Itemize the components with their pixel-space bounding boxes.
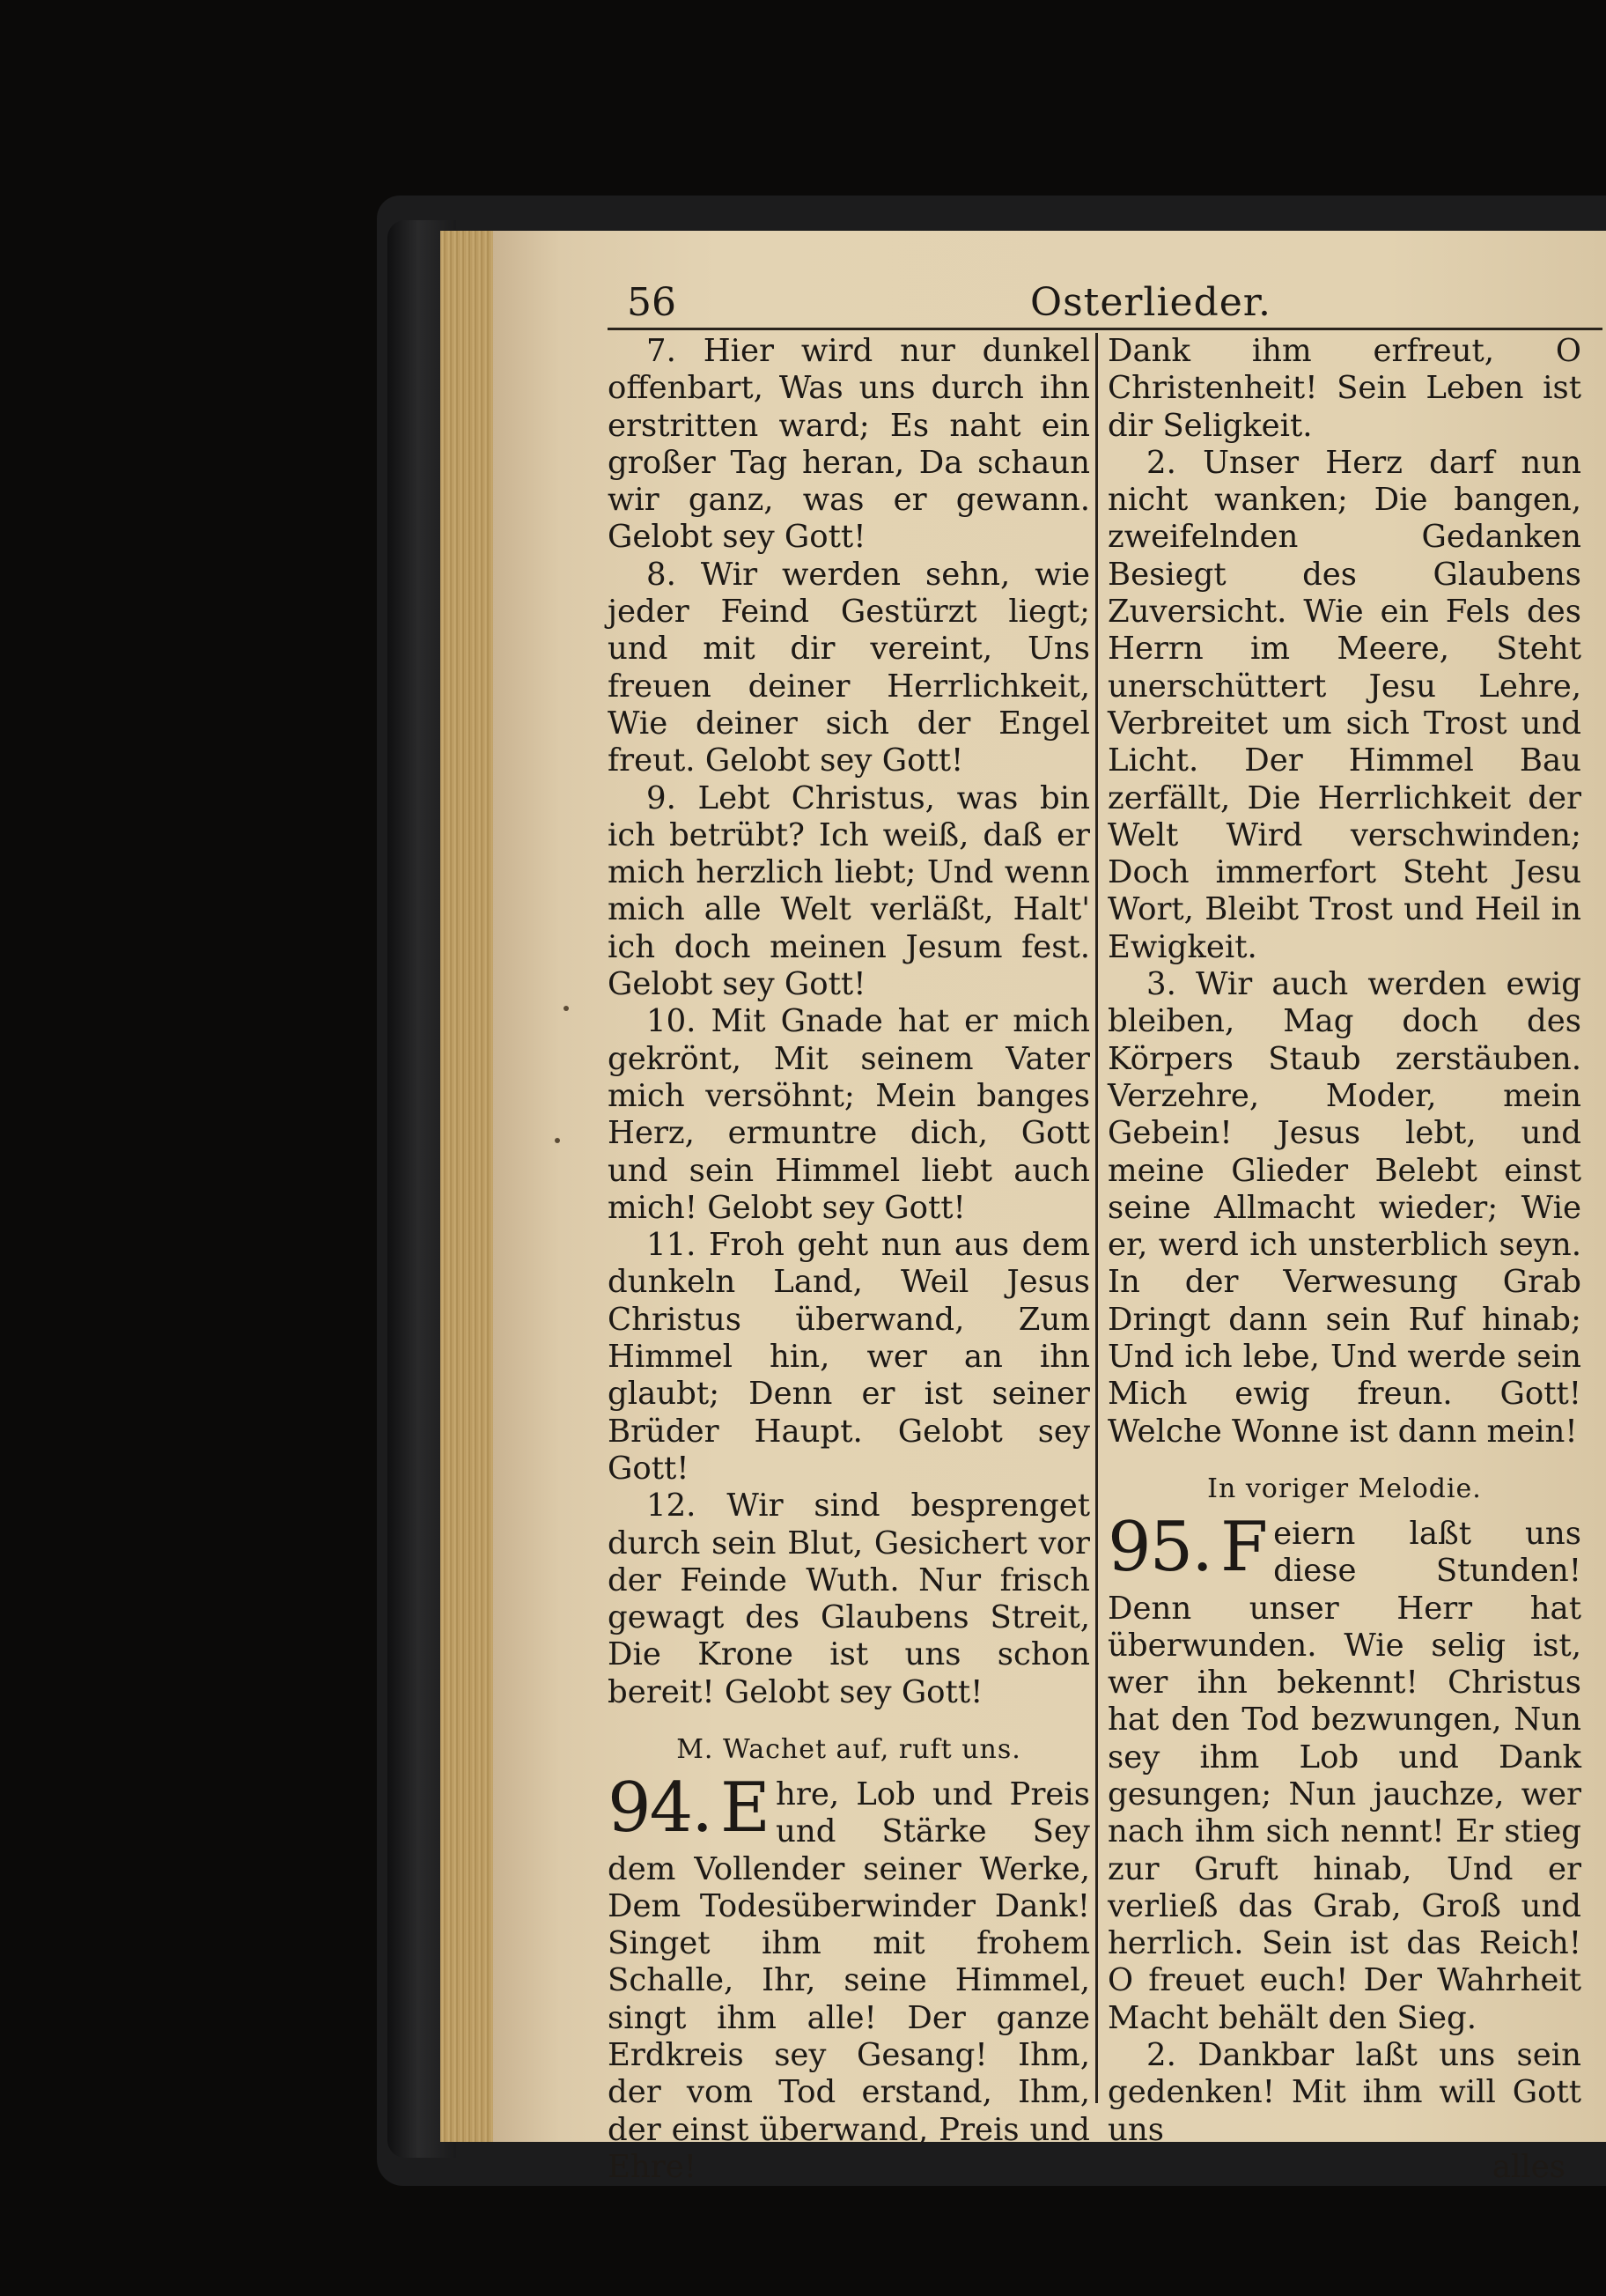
paper-speck [555, 1138, 560, 1143]
hymn-94-initial: E [720, 1768, 770, 1848]
running-title: Osterlieder. [1030, 280, 1271, 325]
verse-10: 10. Mit Gnade hat er mich gekrönt, Mit seinem Vater mich versöhnt; Mein banges Herz, ermuntre dich, Gott und sein Himmel liebt auch mich! Gelobt sey Gott! [608, 1003, 1090, 1226]
hymn-95-verse-2: 2. Dankbar laßt uns sein gedenken! Mit ihm will Gott uns [1108, 2037, 1581, 2148]
right-column [1108, 333, 1581, 2186]
hymn-95-tune: In voriger Melodie. [1207, 1473, 1482, 1504]
page-header [608, 278, 1602, 330]
column-divider [1095, 333, 1098, 2103]
verse-9: 9. Lebt Christus, was bin ich betrübt? Ich weiß, daß er mich herzlich liebt; Und wenn mich alle Welt verläßt, Halt' ich doch meinen Jesum fest. Gelobt sey Gott! [608, 779, 1090, 1003]
verse-7: 7. Hier wird nur dunkel offenbart, Was uns durch ihn erstritten ward; Es naht ein großer Tag heran, Da schaun wir ganz, was er gewann. Gelobt sey Gott! [608, 333, 1090, 556]
catchword: alles [1492, 2148, 1565, 2185]
verse-12: 12. Wir sind besprenget durch sein Blut, Gesichert vor der Feinde Wuth. Nur frisch gewagt des Glaubens Streit, Die Krone ist uns schon bereit! Gelobt sey Gott! [608, 1488, 1090, 1710]
hymn-94-verse-2: 2. Unser Herz darf nun nicht wanken; Die bangen, zweifelnden Gedanken Besiegt des Glaubens Zuversicht. Wie ein Fels des Herrn im Meere, Steht unerschüttert Jesu Lehre, Verbreitet um sich Trost und Licht. Der Himmel Bau zerfällt, Die Herrlichkeit der Welt Wird verschwinden; Doch immerfort Steht Jesu Wort, Bleibt Trost und Heil in Ewigkeit. [1108, 444, 1581, 965]
hymn-95-initial: F [1220, 1507, 1269, 1587]
hymn-94-verse-3: 3. Wir auch werden ewig bleiben, Mag doch des Körpers Staub zerstäuben. Verzehre, Moder, mein Gebein! Jesus lebt, und meine Glieder Belebt einst seine Allmacht wieder; Wie er, werd ich unsterblich seyn. In der Verwesung Grab Dringt dann sein Ruf hinab; Und ich lebe, Und werde sein Mich ewig freun. Gott! Welche Wonne ist dann mein! [1108, 966, 1581, 1450]
hymn-95-number: 95. [1108, 1507, 1212, 1587]
verse-8: 8. Wir werden sehn, wie jeder Feind Gestürzt liegt; und mit dir vereint, Uns freuen deiner Herrlichkeit, Wie deiner sich der Engel freut. Gelobt sey Gott! [608, 556, 1090, 779]
left-column [608, 333, 1090, 2186]
verse-11: 11. Froh geht nun aus dem dunkeln Land, Weil Jesus Christus überwand, Zum Himmel hin, wer an ihn glaubt; Denn er ist seiner Brüder Haupt. Gelobt sey Gott! [608, 1227, 1090, 1487]
hymn-94-tune: M. Wachet auf, ruft uns. [676, 1733, 1021, 1765]
hymn-94-text: hre, Lob und Preis und Stärke Sey dem Vollender seiner Werke, Dem Todesüberwinder Dank! Singet ihm mit frohem Schalle, Ihr, seine Himmel, singt ihm alle! Der ganze Erdkreis sey Gesang! Ihm, der vom Tod erstand, Ihm, der einst überwand, Preis und Ehre! [608, 1776, 1090, 2185]
hymn-94-continuation: Dank ihm erfreut, O Christenheit! Sein Leben ist dir Seligkeit. [1108, 333, 1581, 444]
paper-speck [564, 1006, 569, 1011]
page-number: 56 [627, 280, 676, 325]
hymn-94 [608, 1768, 1090, 2186]
hymn-94-number: 94. [608, 1768, 712, 1848]
hymn-95-text: eiern laßt uns diese Stunden! Denn unser Herr hat überwunden. Wie selig ist, wer ihn bekennt! Christus hat den Tod bezwungen, Nun sey ihm Lob und Dank gesungen; Nun jauchze, wer nach ihm sich nennt! Er stieg zur Gruft hinab, Und er verließ das Grab, Groß und herrlich. Sein ist das Reich! O freuet euch! Der Wahrheit Macht behält den Sieg. [1108, 1515, 1581, 2036]
hymn-95 [1108, 1507, 1581, 2037]
